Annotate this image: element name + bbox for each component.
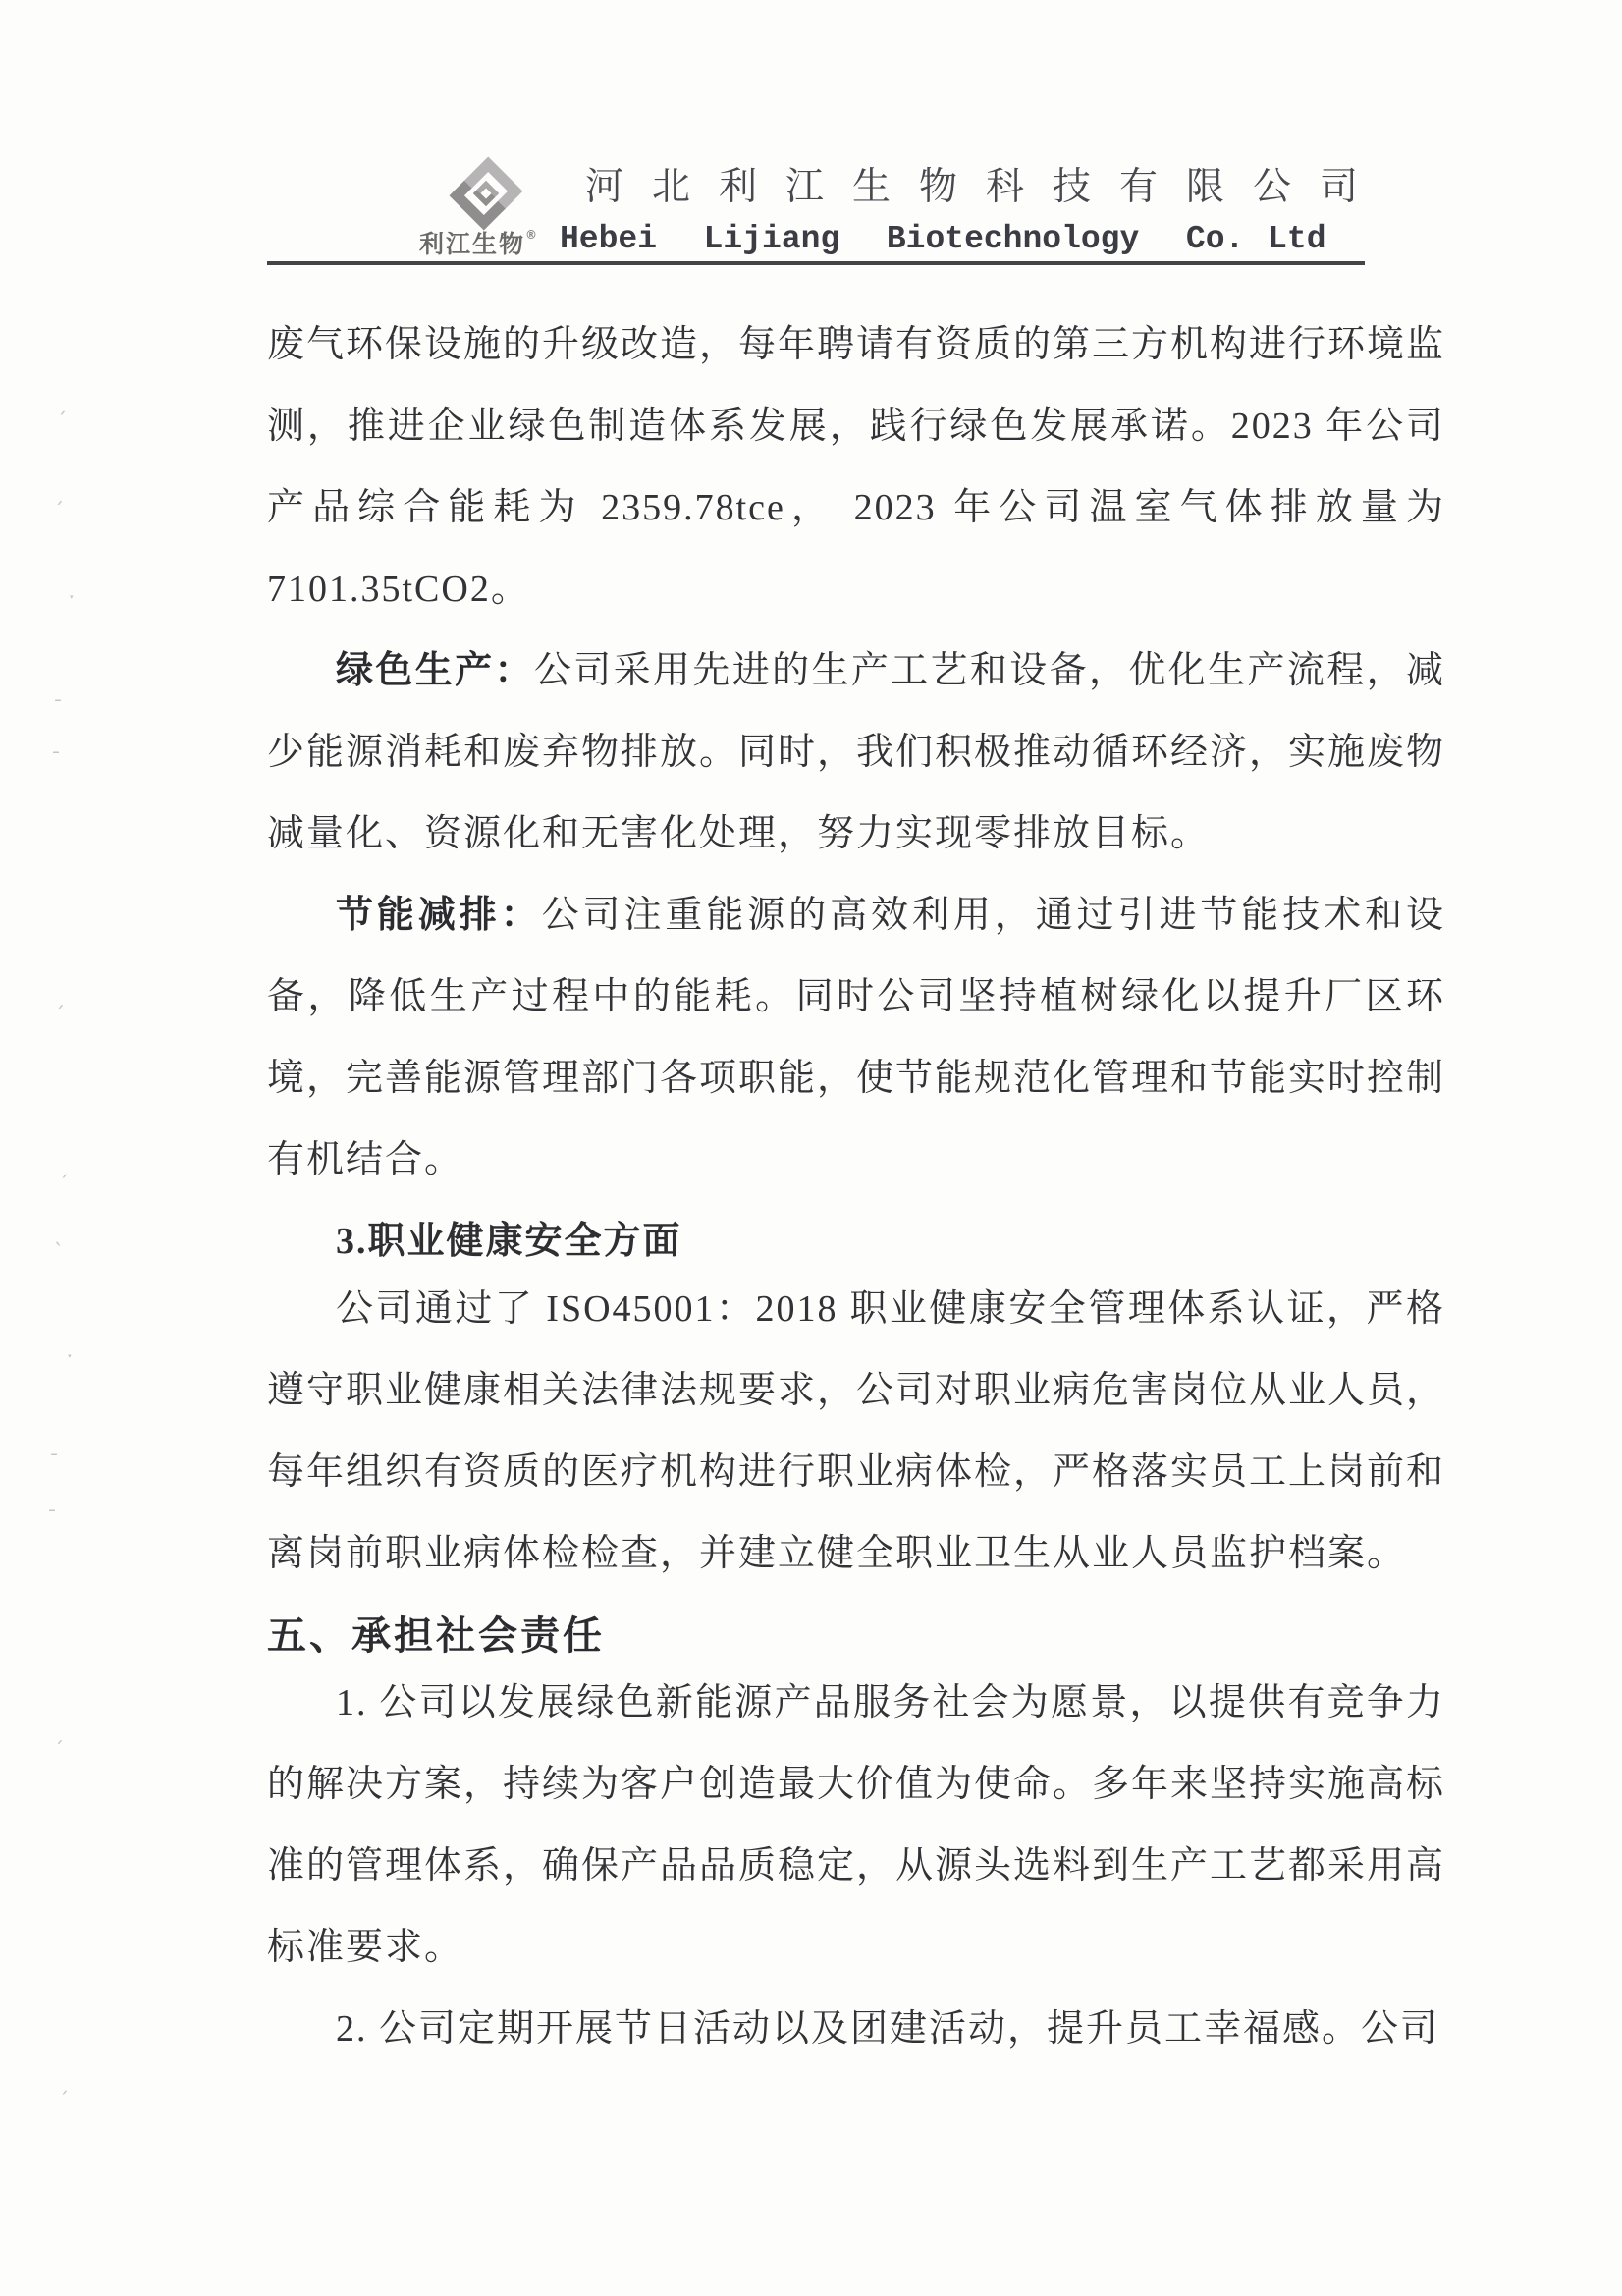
scan-mark: ˑ: [69, 587, 76, 611]
scan-mark: ˊ: [57, 409, 67, 432]
paragraph-employee-activities: 2. 公司定期开展节日活动以及团建活动，提升员工幸福感。公司: [336, 2008, 1440, 2050]
scan-mark: ˏ: [54, 481, 64, 505]
company-logo-diamond-icon: [448, 155, 524, 232]
scan-mark: ˏ: [55, 985, 65, 1009]
registered-trademark: ®: [525, 228, 538, 242]
lead-green-production: 绿色生产：: [336, 650, 534, 691]
scan-mark: ˑ: [67, 1346, 74, 1370]
text-energy-saving: 公司注重能源的高效利用，通过引进节能技术和设备，降低生产过程中的能耗。同时公司坚持植树绿化以提升厂区环境，完善能源管理部门各项职能，使节能规范化管理和节能实时控制有机结合。: [267, 895, 1446, 1180]
heading-social-responsibility: 五、承担社会责任: [267, 1613, 605, 1658]
logo-brand-text: 利江生物®: [419, 228, 538, 258]
scan-mark: ˉ: [47, 1506, 57, 1530]
paragraph-iso45001-certification: 公司通过了 ISO45001：2018 职业健康安全管理体系认证，严格遵守职业健康相关法律法规要求，公司对职业病危害岗位从业人员，每年组织有资质的医疗机构进行职业病体检，严格落实员工上岗前和离岗前职业病体检检查，并建立健全职业卫生从业人员监护档案。: [267, 1288, 1446, 1574]
scan-mark: ˊ: [59, 2088, 69, 2111]
paragraph-green-production: [267, 630, 1445, 875]
scan-mark: ˊ: [59, 1172, 69, 1195]
scan-mark: ˍ: [53, 680, 63, 703]
paragraph-company-vision: 1. 公司以发展绿色新能源产品服务社会为愿景，以提供有竞争力的解决方案，持续为客户创造最大价值为使命。多年来坚持实施高标准的管理体系，确保产品品质稳定，从源头选料到生产工艺都采用高标准要求。: [267, 1682, 1446, 1968]
paragraph-environment-emissions: 废气环保设施的升级改造，每年聘请有资质的第三方机构进行环境监测，推进企业绿色制造体系发展，践行绿色发展承诺。2023 年公司产品综合能耗为 2359.78tce， 2023 年公司温室气体排放量为 7101.35tCO2。: [267, 324, 1446, 610]
document-body: [267, 304, 1445, 2070]
scan-mark: ˍ: [49, 1434, 59, 1457]
scan-mark: ˋ: [54, 1239, 64, 1263]
company-name-en: Hebei Lijiang Biotechnology Co. Ltd: [560, 221, 1326, 257]
scan-mark: ˉ: [51, 748, 61, 772]
paragraph-energy-saving: [267, 875, 1445, 1201]
text-green-production: 公司采用先进的生产工艺和设备，优化生产流程，减少能源消耗和废弃物排放。同时，我们积极推动循环经济，实施废物减量化、资源化和无害化处理，努力实现零排放目标。: [267, 650, 1446, 854]
heading-occupational-health-safety: 3.职业健康安全方面: [336, 1221, 682, 1262]
lead-energy-saving: 节能减排：: [336, 895, 542, 936]
scan-mark: ˏ: [54, 1721, 64, 1744]
header-divider: [267, 261, 1365, 265]
company-name-zh: 河北利江生物科技有限公司: [585, 166, 1387, 208]
